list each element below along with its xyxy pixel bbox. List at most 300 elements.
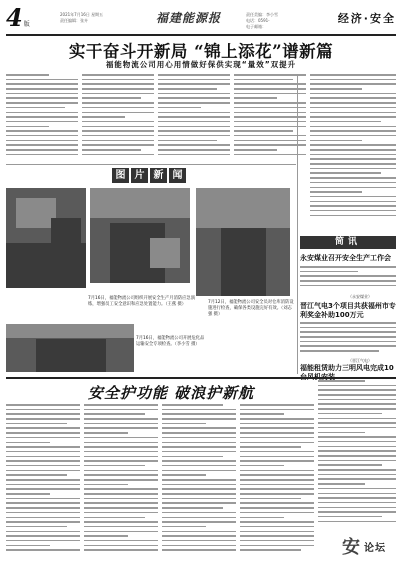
text-line — [310, 205, 396, 207]
photo-2 — [90, 188, 190, 283]
text-line — [84, 507, 158, 509]
banner-char: 新 — [150, 168, 167, 183]
photo-1 — [6, 188, 86, 288]
text-line — [240, 502, 314, 504]
text-line — [310, 126, 396, 128]
bottom-col-4 — [240, 404, 314, 559]
text-line — [162, 479, 236, 481]
text-line — [318, 446, 396, 448]
text-line — [158, 88, 217, 90]
text-line — [84, 432, 128, 434]
text-line — [84, 423, 158, 425]
photo-4 — [196, 188, 290, 296]
text-line — [84, 427, 158, 429]
text-line — [240, 446, 301, 448]
text-line — [234, 107, 306, 109]
text-line — [310, 130, 396, 132]
text-line — [162, 456, 223, 458]
text-line — [84, 540, 158, 542]
text-line — [84, 531, 158, 533]
text-line — [162, 549, 236, 551]
text-line — [318, 502, 396, 504]
text-line — [310, 149, 396, 151]
picture-news-banner — [112, 168, 188, 183]
text-line — [240, 465, 284, 467]
email: 电子邮箱： — [246, 24, 266, 29]
text-line — [82, 126, 154, 128]
text-line — [234, 144, 306, 146]
text-line — [162, 507, 223, 509]
text-line — [82, 102, 154, 104]
text-line — [82, 88, 154, 90]
text-line — [234, 102, 306, 104]
masthead-rule — [6, 34, 396, 36]
lead-article-col-3 — [158, 74, 230, 162]
text-line — [84, 479, 158, 481]
text-line — [158, 154, 230, 156]
text-line — [234, 135, 306, 137]
banner-char: 片 — [131, 168, 148, 183]
text-line — [158, 112, 230, 114]
text-line — [310, 93, 396, 95]
text-line — [6, 507, 80, 509]
text-line — [234, 112, 306, 114]
text-line — [162, 498, 236, 500]
bottom-col-3 — [162, 404, 236, 559]
text-line — [240, 442, 314, 444]
text-line — [300, 280, 396, 282]
text-lines — [300, 322, 396, 352]
text-line — [162, 470, 236, 472]
brief-2-title: 晋江气电3个项目共获福州市专利奖金补助100万元 — [300, 302, 396, 319]
banner-char: 图 — [112, 168, 129, 183]
text-line — [310, 144, 396, 146]
text-line — [318, 427, 396, 429]
text-line — [310, 196, 396, 198]
text-line — [318, 516, 382, 518]
text-line — [82, 116, 125, 118]
text-line — [318, 455, 396, 457]
text-line — [234, 126, 306, 128]
text-line — [162, 474, 206, 476]
text-line — [234, 149, 277, 151]
banner-char: 闻 — [169, 168, 186, 183]
text-line — [318, 394, 396, 396]
text-line — [240, 409, 314, 411]
text-line — [162, 545, 236, 547]
text-line — [162, 531, 236, 533]
text-line — [300, 336, 396, 338]
text-line — [318, 389, 396, 391]
text-line — [84, 404, 158, 406]
text-line — [240, 531, 314, 533]
text-line — [84, 526, 158, 528]
text-line — [310, 187, 396, 189]
text-line — [240, 498, 301, 500]
text-line — [6, 107, 65, 109]
text-line — [84, 474, 158, 476]
text-line — [162, 404, 223, 406]
text-line — [240, 460, 314, 462]
text-line — [310, 182, 396, 184]
text-line — [6, 144, 78, 146]
text-line — [162, 493, 236, 495]
text-line — [6, 456, 80, 458]
text-line — [234, 83, 306, 85]
text-line — [6, 517, 80, 519]
text-line — [84, 512, 158, 514]
photo-2-caption: 7月16日，福能物流公司开展危化品运输安全专项检查。（李小雪 摄） — [136, 336, 205, 347]
text-line — [318, 408, 396, 410]
text-line — [310, 215, 396, 217]
text-line — [300, 327, 396, 329]
text-line — [240, 470, 314, 472]
text-line — [240, 437, 314, 439]
text-line — [84, 418, 158, 420]
text-line — [82, 112, 154, 114]
text-lines — [158, 74, 230, 155]
text-line — [6, 74, 49, 76]
text-line — [162, 540, 236, 542]
bottom-col-1 — [6, 404, 80, 559]
text-line — [6, 442, 50, 444]
text-line — [84, 498, 158, 500]
text-line — [162, 460, 236, 462]
text-line — [158, 93, 230, 95]
page-number: 4 — [6, 3, 23, 32]
text-line — [234, 116, 306, 118]
text-line — [162, 451, 236, 453]
text-line — [158, 74, 230, 76]
text-line — [6, 493, 50, 495]
text-line — [84, 470, 158, 472]
text-line — [310, 210, 396, 212]
page-number-box — [6, 3, 30, 32]
safety-headline: 安全护功能 破浪护新航 — [87, 384, 255, 402]
badge-label: 论坛 — [364, 543, 386, 554]
text-line — [6, 88, 78, 90]
text-line — [310, 140, 362, 142]
text-line — [84, 535, 128, 537]
text-line — [84, 502, 158, 504]
text-line — [6, 470, 80, 472]
text-line — [310, 112, 396, 114]
text-line — [240, 427, 314, 429]
text-line — [310, 79, 396, 81]
paper-name: 福建能源报 — [156, 11, 222, 25]
text-line — [318, 483, 365, 485]
text-line — [162, 526, 206, 528]
brief-2-body — [300, 322, 396, 358]
text-line — [84, 409, 158, 411]
text-line — [162, 409, 236, 411]
text-lines — [6, 404, 80, 551]
bottom-col-2 — [84, 404, 158, 559]
text-lines — [234, 74, 306, 155]
editor: 责任编辑：张卉 — [60, 18, 88, 23]
text-line — [240, 521, 314, 523]
text-line — [310, 107, 396, 109]
text-line — [84, 442, 158, 444]
text-line — [300, 266, 396, 268]
photo-3 — [6, 324, 134, 372]
text-line — [310, 97, 396, 99]
text-line — [318, 478, 396, 480]
text-line — [240, 418, 314, 420]
text-line — [318, 497, 396, 499]
text-line — [6, 446, 80, 448]
text-line — [310, 172, 381, 174]
text-line — [318, 422, 396, 424]
text-line — [318, 488, 396, 490]
text-line — [6, 531, 80, 533]
text-line — [6, 83, 78, 85]
text-line — [6, 116, 78, 118]
text-line — [84, 521, 158, 523]
text-line — [240, 507, 314, 509]
text-line — [6, 149, 78, 151]
text-lines — [162, 404, 236, 551]
text-line — [318, 413, 382, 415]
text-line — [310, 177, 396, 179]
text-line — [84, 437, 158, 439]
lead-article-col-1 — [6, 74, 78, 162]
text-line — [310, 135, 396, 137]
text-line — [6, 526, 67, 528]
brief-1-body — [300, 266, 396, 294]
text-line — [6, 427, 80, 429]
text-line — [240, 423, 314, 425]
text-line — [240, 413, 284, 415]
text-line — [240, 432, 314, 434]
text-line — [162, 465, 236, 467]
text-line — [6, 451, 80, 453]
text-line — [240, 517, 284, 519]
text-line — [240, 549, 301, 551]
photo-1-caption: 7月16日，福能物流公司组织开展安全生产月消防应急演练，增强员工安全意识和应急处置能力。（王燕 摄） — [88, 296, 196, 307]
text-line — [234, 130, 293, 132]
text-line — [310, 83, 396, 85]
text-line — [240, 451, 314, 453]
brief-1-source: （永安煤业） — [348, 294, 372, 299]
text-line — [158, 144, 230, 146]
text-line — [310, 121, 381, 123]
briefs-banner: 简讯 — [300, 236, 396, 249]
text-line — [240, 493, 314, 495]
text-line — [82, 97, 141, 99]
text-line — [318, 460, 396, 462]
text-line — [6, 498, 80, 500]
text-line — [82, 154, 154, 156]
section-title: 经济·安全 — [337, 12, 396, 25]
text-line — [6, 409, 80, 411]
text-line — [82, 93, 154, 95]
text-line — [6, 140, 78, 142]
text-line — [6, 130, 78, 132]
text-line — [6, 126, 49, 128]
text-line — [310, 74, 396, 76]
text-line — [82, 140, 154, 142]
text-line — [240, 488, 314, 490]
text-line — [300, 285, 396, 287]
text-line — [158, 135, 230, 137]
text-line — [82, 144, 154, 146]
text-line — [300, 345, 396, 347]
text-line — [318, 521, 396, 523]
text-line — [158, 79, 230, 81]
masthead — [6, 3, 396, 34]
lead-divider — [6, 164, 296, 165]
text-line — [240, 479, 314, 481]
page-unit: 版 — [23, 21, 30, 28]
text-line — [158, 126, 230, 128]
text-line — [234, 79, 293, 81]
text-line — [240, 484, 314, 486]
text-line — [6, 79, 78, 81]
text-line — [84, 517, 145, 519]
text-line — [82, 79, 154, 81]
text-line — [310, 158, 396, 160]
text-line — [234, 74, 306, 76]
text-line — [318, 418, 396, 420]
text-line — [6, 512, 80, 514]
text-line — [318, 493, 396, 495]
text-line — [240, 456, 314, 458]
text-line — [234, 140, 306, 142]
text-line — [82, 121, 154, 123]
text-line — [318, 436, 396, 438]
text-line — [240, 535, 314, 537]
lead-subhead: 福能物流公司用心用情做好保供实现“量效”双提升 — [105, 60, 297, 69]
text-line — [310, 168, 396, 170]
text-line — [318, 474, 396, 476]
text-line — [318, 507, 396, 509]
text-line — [84, 413, 145, 415]
text-line — [234, 88, 306, 90]
text-line — [240, 512, 314, 514]
text-line — [6, 540, 80, 542]
text-line — [6, 479, 80, 481]
text-line — [84, 484, 128, 486]
brief-3-title: 福能租赁助力三明风电完成10 — [300, 364, 394, 372]
bottom-col-5 — [318, 380, 396, 530]
text-line — [84, 460, 158, 462]
text-line — [234, 97, 277, 99]
text-line — [318, 464, 382, 466]
section-rule — [6, 377, 396, 379]
photo-3-caption: 7月12日，福能物流公司安全员对仓库消防设施进行检查，确保各类设施完好有效。（刘志强 摄） — [208, 300, 294, 317]
text-line — [84, 488, 158, 490]
brief-1-title: 永安煤业召开安全生产工作会 — [300, 254, 391, 262]
text-line — [84, 493, 158, 495]
text-line — [300, 350, 379, 352]
text-line — [158, 116, 230, 118]
text-line — [158, 149, 230, 151]
text-line — [162, 418, 236, 420]
text-line — [318, 385, 396, 387]
text-line — [234, 121, 306, 123]
text-line — [318, 432, 365, 434]
text-line — [162, 517, 236, 519]
text-line — [162, 535, 236, 537]
text-line — [240, 526, 314, 528]
text-line — [234, 154, 306, 156]
lead-headline: 实干奋斗开新局 “锦上添花”谱新篇 — [68, 42, 334, 61]
text-lines — [240, 404, 314, 551]
text-line — [300, 331, 396, 333]
text-line — [158, 97, 230, 99]
text-line — [162, 437, 236, 439]
text-line — [318, 380, 365, 382]
text-line — [162, 521, 236, 523]
column-divider — [297, 74, 298, 374]
text-line — [82, 135, 154, 137]
text-line — [310, 163, 396, 165]
text-lines — [84, 404, 158, 551]
text-line — [6, 154, 78, 156]
lead-article-col-5 — [310, 74, 396, 224]
text-line — [162, 484, 236, 486]
text-line — [240, 404, 314, 406]
text-line — [6, 432, 80, 434]
text-lines — [300, 266, 396, 286]
text-line — [162, 442, 236, 444]
text-line — [82, 74, 154, 76]
issue-meta — [60, 12, 103, 24]
text-line — [6, 488, 80, 490]
badge-big-char: 安 — [342, 537, 360, 558]
text-line — [158, 83, 230, 85]
text-line — [240, 540, 314, 542]
text-line — [84, 446, 158, 448]
text-line — [158, 107, 201, 109]
text-line — [300, 275, 396, 277]
text-lines — [318, 380, 396, 522]
text-line — [158, 130, 230, 132]
text-line — [6, 465, 80, 467]
text-line — [318, 403, 396, 405]
text-line — [162, 413, 236, 415]
text-line — [158, 102, 230, 104]
safety-forum-badge — [342, 533, 396, 559]
text-lines — [82, 74, 154, 155]
text-line — [84, 451, 158, 453]
text-line — [162, 432, 236, 434]
text-line — [300, 271, 358, 273]
text-line — [6, 121, 78, 123]
text-line — [310, 154, 396, 156]
text-line — [6, 545, 50, 547]
text-line — [162, 427, 236, 429]
text-line — [84, 456, 158, 458]
text-lines — [6, 74, 78, 155]
text-line — [6, 460, 80, 462]
text-line — [162, 488, 236, 490]
text-line — [6, 404, 80, 406]
text-line — [84, 545, 158, 547]
text-line — [162, 512, 236, 514]
text-line — [310, 191, 362, 193]
text-line — [158, 121, 230, 123]
text-line — [84, 465, 145, 467]
text-line — [6, 423, 67, 425]
text-line — [318, 399, 396, 401]
issue-date: 2021年7月16日 星期五 — [60, 12, 104, 17]
text-line — [310, 102, 396, 104]
text-line — [6, 93, 78, 95]
text-line — [240, 474, 314, 476]
text-line — [318, 450, 396, 452]
